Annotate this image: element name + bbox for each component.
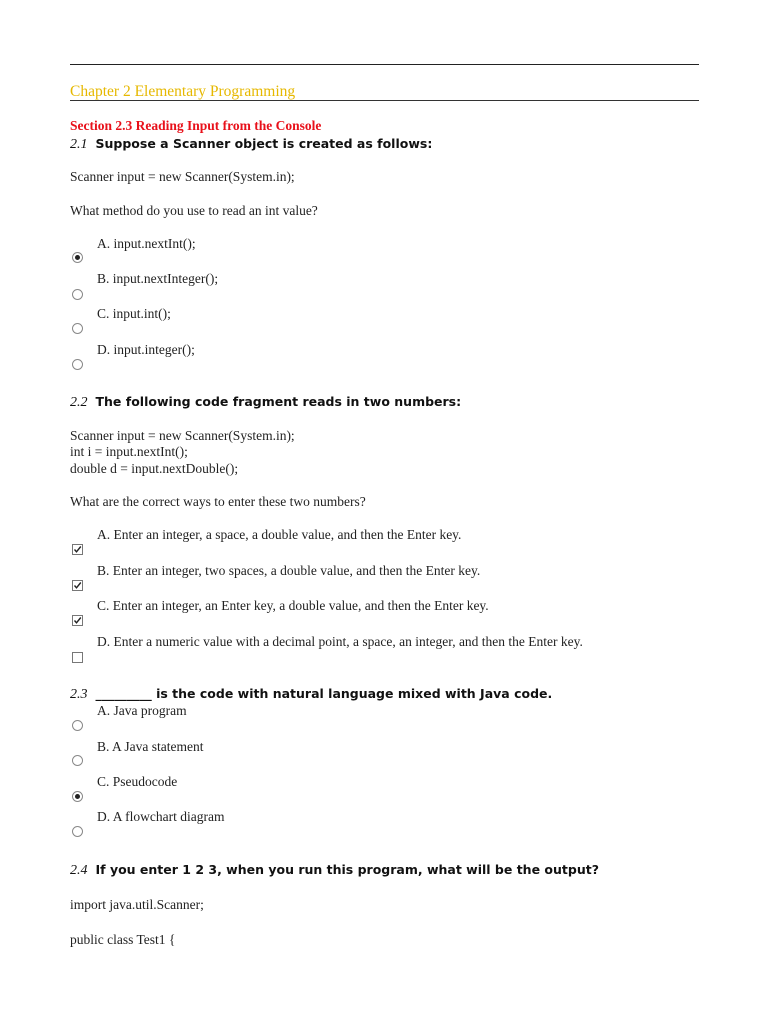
document-page <box>70 0 700 1024</box>
checkbox-option-b[interactable] <box>72 580 83 591</box>
radio-empty-icon <box>72 826 83 837</box>
code-line: Scanner input = new Scanner(System.in); <box>70 169 295 184</box>
prompt-line: What method do you use to read an int value? <box>70 203 318 218</box>
radio-empty-icon <box>72 755 83 766</box>
option-label: D. A flowchart diagram <box>97 809 225 824</box>
question-text: Suppose a Scanner object is created as follows: <box>95 136 433 151</box>
option-label: A. Java program <box>97 703 187 718</box>
question-number: 2.1 <box>70 137 88 152</box>
chapter-divider <box>70 100 699 101</box>
option-label: A. input.nextInt(); <box>97 236 196 251</box>
top-divider <box>70 64 699 65</box>
checkbox-option-d[interactable] <box>72 652 83 663</box>
radio-empty-icon <box>72 359 83 370</box>
question-number: 2.4 <box>70 863 88 878</box>
question-heading <box>70 862 599 879</box>
option-label: D. Enter a numeric value with a decimal point, a space, an integer, and then the Enter key. <box>97 634 583 649</box>
option-label: C. input.int(); <box>97 306 171 321</box>
option-label: C. Enter an integer, an Enter key, a double value, and then the Enter key. <box>97 598 489 613</box>
question-text: If you enter 1 2 3, when you run this program, what will be the output? <box>95 862 599 877</box>
radio-empty-icon <box>72 323 83 334</box>
option-label: A. Enter an integer, a space, a double value, and then the Enter key. <box>97 527 462 542</box>
prompt-line: What are the correct ways to enter these two numbers? <box>70 494 366 509</box>
question-heading <box>70 686 552 703</box>
checkbox-checked-icon <box>72 615 83 626</box>
option-label: B. Enter an integer, two spaces, a double value, and then the Enter key. <box>97 563 481 578</box>
checkbox-checked-icon <box>72 580 83 591</box>
question-number: 2.2 <box>70 395 88 410</box>
question-text: The following code fragment reads in two numbers: <box>95 394 462 409</box>
code-line: public class Test1 { <box>70 932 176 947</box>
checkbox-option-c[interactable] <box>72 615 83 626</box>
checkbox-checked-icon <box>72 544 83 555</box>
radio-option-d[interactable] <box>72 826 83 837</box>
code-line: Scanner input = new Scanner(System.in); <box>70 428 295 443</box>
question-heading <box>70 136 432 153</box>
radio-option-a[interactable] <box>72 252 83 263</box>
checkbox-option-a[interactable] <box>72 544 83 555</box>
code-line: import java.util.Scanner; <box>70 897 204 912</box>
radio-option-c[interactable] <box>72 791 83 802</box>
section-title: Section 2.3 Reading Input from the Console <box>70 118 322 133</box>
radio-empty-icon <box>72 289 83 300</box>
code-line: double d = input.nextDouble(); <box>70 461 239 476</box>
question-heading <box>70 394 461 411</box>
option-label: B. A Java statement <box>97 739 204 754</box>
radio-option-a[interactable] <box>72 720 83 731</box>
option-label: D. input.integer(); <box>97 342 195 357</box>
radio-selected-icon <box>72 791 83 802</box>
option-label: B. input.nextInteger(); <box>97 271 219 286</box>
radio-selected-icon <box>72 252 83 263</box>
chapter-title: Chapter 2 Elementary Programming <box>70 83 296 100</box>
radio-option-b[interactable] <box>72 289 83 300</box>
radio-empty-icon <box>72 720 83 731</box>
option-label: C. Pseudocode <box>97 774 178 789</box>
radio-option-d[interactable] <box>72 359 83 370</box>
question-number: 2.3 <box>70 687 88 702</box>
question-text: _________ is the code with natural language mixed with Java code. <box>95 686 553 701</box>
radio-option-c[interactable] <box>72 323 83 334</box>
code-line: int i = input.nextInt(); <box>70 444 188 459</box>
checkbox-empty-icon <box>72 652 83 663</box>
radio-option-b[interactable] <box>72 755 83 766</box>
